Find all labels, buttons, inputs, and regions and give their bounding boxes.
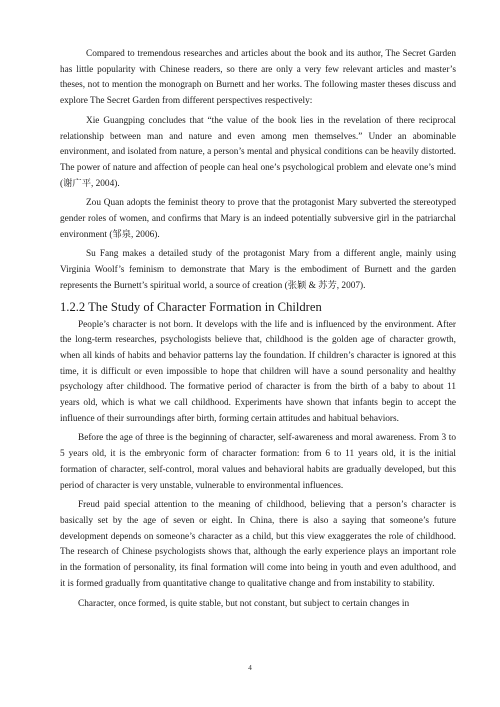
paragraph-character-once-formed: Character, once formed, is quite stable, but not constant, but subject to certain changes in xyxy=(78,598,410,609)
paragraph-age-of-three: Before the age of three is the beginning of character, self-awareness and moral awareness. From 3 to 5 years old, it is the embryonic form of character formation: from 6 to 11 years old, it is the initial formation of character, self-control, moral values and behavioral habits are gradually developed, but this period of character is very unstable, vulnerable to environmental influences. xyxy=(60,433,456,491)
page-body xyxy=(60,47,456,616)
paragraph-su-fang: Su Fang makes a detailed study of the protagonist Mary from a different angle, mainly using Virginia Woolf’s feminism to demonstrate that Mary is the embodiment of Burnett and the garden represents the Burnett’s spiritual world, a source of creation (张颖 & 苏芳, 2007). xyxy=(60,249,456,291)
paragraph-xie-guangping: Xie Guangping concludes that “the value of the book lies in the revelation of there reciprocal relationship between man and nature and even among men themselves.” Under an abominable environment, and isolated from nature, a person’s mental and physical conditions can be heavily distorted. The power of nature and affection of people can heal one’s psychological problem and elevate one’s mind (谢广平, 2004). xyxy=(60,115,456,189)
paragraph-intro: Compared to tremendous researches and articles about the book and its author, The Secret Garden has little popularity with Chinese readers, so there are only a very few relevant articles and master’s theses, not to mention the monograph on Burnett and her works. The following master theses discuss and explore The Secret Garden from different perspectives respectively: xyxy=(60,49,456,107)
paragraph-freud: Freud paid special attention to the meaning of childhood, believing that a person’s character is basically set by the age of seven or eight. In China, there is also a saying that someone’s future development depends on someone’s character as a child, but this view exaggerates the role of childhood. The research of Chinese psychologists shows that, although the early experience plays an important role in the formation of personality, its final formation will come into being in youth and even adulthood, and it is formed gradually from quantitative change to qualitative change and from instability to stability. xyxy=(60,500,456,589)
page-number: 4 xyxy=(248,663,252,672)
paragraph-character-not-born: People’s character is not born. It develops with the life and is influenced by the environment. After the long-term researches, psychologists believe that, childhood is the golden age of character growth, when all kinds of habits and behavior patterns lay the foundation. If children’s character is ignored at this time, it is difficult or even impossible to hope that children will have a sound personality and healthy psychology after childhood. The formative period of character is from the birth of a baby to about 11 years old, which is what we call childhood. Experiments have shown that infants begin to accept the influence of their surroundings after birth, forming certain attitudes and habitual behaviors. xyxy=(60,319,456,424)
section-heading: 1.2.2 The Study of Character Formation in Children xyxy=(60,299,322,314)
paragraph-zou-quan: Zou Quan adopts the feminist theory to prove that the protagonist Mary subverted the stereotyped gender roles of women, and confirms that Mary is an indeed potentially subversive girl in the patriarchal environment (邹泉, 2006). xyxy=(60,198,456,240)
